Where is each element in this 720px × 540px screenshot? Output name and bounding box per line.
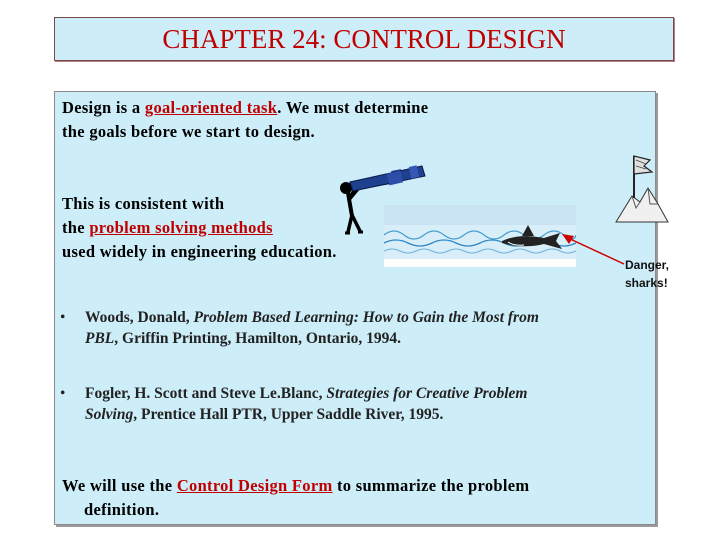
closing-paragraph (62, 474, 642, 522)
arrow-icon (560, 232, 626, 266)
reference-item-fogler (60, 383, 630, 425)
intro-paragraph (62, 96, 522, 144)
telescope-icon (340, 160, 430, 196)
problem-solving-link[interactable]: problem solving methods (89, 218, 273, 237)
consistency-line-3: used widely in engineering education. (62, 242, 337, 261)
reference-item-woods (60, 307, 630, 349)
reference-title-cont: Solving (85, 406, 134, 423)
danger-line-2: sharks! (625, 276, 668, 290)
title-box (54, 17, 674, 61)
control-design-form-link[interactable]: Control Design Form (176, 476, 333, 495)
consistency-pre: the (62, 218, 90, 237)
intro-text-post: . We must determine (277, 98, 429, 117)
danger-line-1: Danger, (625, 258, 670, 272)
slide-title: CHAPTER 24: CONTROL DESIGN (162, 23, 566, 54)
reference-publisher: , Griffin Printing, Hamilton, Ontario, 1994. (114, 330, 402, 347)
reference-text (85, 307, 625, 349)
reference-publisher: , Prentice Hall PTR, Upper Saddle River, 1995. (133, 406, 444, 423)
closing-post: to summarize the problem (332, 476, 530, 495)
flag-mountain-icon (610, 152, 674, 226)
reference-author: Fogler, H. Scott and Steve Le.Blanc, (85, 385, 327, 402)
closing-line-2: definition. (84, 500, 160, 519)
intro-text-pre: Design is a (62, 98, 145, 117)
closing-line-1 (62, 474, 642, 498)
reference-title: Strategies for Creative Problem (326, 385, 528, 402)
goal-oriented-link[interactable]: goal-oriented task (144, 98, 278, 117)
ocean-scene (384, 205, 576, 267)
danger-callout (625, 256, 669, 292)
reference-text (85, 383, 625, 425)
reference-title: Problem Based Learning: How to Gain the Most from (193, 309, 539, 326)
intro-line-2: the goals before we start to design. (62, 122, 315, 141)
reference-title-cont: PBL (85, 330, 115, 347)
intro-line-1 (62, 96, 522, 120)
consistency-line-1: This is consistent with (62, 194, 225, 213)
reference-author: Woods, Donald, (85, 309, 194, 326)
closing-pre: We will use the (62, 476, 177, 495)
bullet-icon: • (60, 309, 66, 326)
bullet-icon: • (60, 385, 66, 402)
